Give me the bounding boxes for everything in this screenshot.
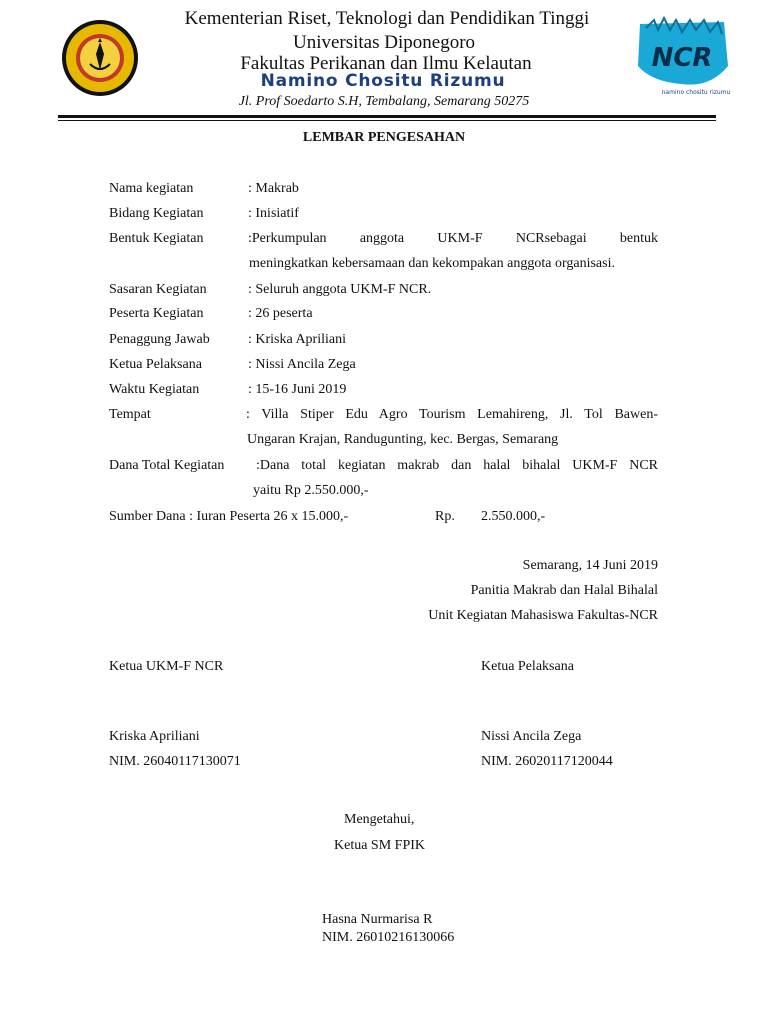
header-organization: Namino Chositu Rizumu bbox=[260, 71, 506, 91]
header-university: Universitas Diponegoro bbox=[292, 32, 476, 53]
field-label: Bentuk Kegiatan bbox=[109, 231, 204, 246]
field-label: Bidang Kegiatan bbox=[109, 206, 204, 221]
field-label: Tempat bbox=[109, 407, 151, 422]
field-label: Sasaran Kegiatan bbox=[109, 282, 207, 297]
signer-left-nim: NIM. 26040117130071 bbox=[109, 754, 241, 769]
funding-amount: 2.550.000,- bbox=[481, 509, 546, 524]
acknowledger-name: Hasna Nurmarisa R bbox=[322, 912, 433, 927]
header-divider-thick bbox=[58, 115, 716, 118]
field-label: Ketua Pelaksana bbox=[109, 357, 202, 372]
field-value: : Makrab bbox=[248, 181, 299, 196]
field-value: : Villa Stiper Edu Agro Tourism Lemahireng, Jl. Tol Bawen- bbox=[246, 407, 658, 422]
header-address: Jl. Prof Soedarto S.H, Tembalang, Semarang 50275 bbox=[238, 94, 530, 109]
svg-text:namino chositu rizumu: namino chositu rizumu bbox=[661, 89, 731, 96]
header-faculty: Fakultas Perikanan dan Ilmu Kelautan bbox=[240, 53, 532, 74]
signer-right-name: Nissi Ancila Zega bbox=[481, 729, 582, 744]
field-value-continued: Ungaran Krajan, Randugunting, kec. Bergas, Semarang bbox=[247, 432, 559, 447]
field-label: Peserta Kegiatan bbox=[109, 306, 204, 321]
document-title: LEMBAR PENGESAHAN bbox=[302, 130, 466, 145]
field-label: Nama kegiatan bbox=[109, 181, 194, 196]
field-value-continued: yaitu Rp 2.550.000,- bbox=[253, 483, 369, 498]
field-value: : Inisiatif bbox=[248, 206, 299, 221]
field-value: :Perkumpulan anggota UKM-F NCRsebagai bentuk bbox=[248, 231, 658, 246]
header-ministry: Kementerian Riset, Teknologi dan Pendidikan Tinggi bbox=[184, 8, 590, 29]
field-value: :Dana total kegiatan makrab dan halal bihalal UKM-F NCR bbox=[256, 458, 658, 473]
unit-name: Unit Kegiatan Mahasiswa Fakultas-NCR bbox=[428, 608, 658, 623]
acknowledger-nim: NIM. 26010216130066 bbox=[322, 930, 455, 945]
field-value: : 15-16 Juni 2019 bbox=[248, 382, 347, 397]
field-label: Dana Total Kegiatan bbox=[109, 458, 225, 473]
signer-left-name: Kriska Apriliani bbox=[109, 729, 200, 744]
field-value: : 26 peserta bbox=[248, 306, 313, 321]
svg-text:NCR: NCR bbox=[651, 43, 713, 73]
field-label: Penaggung Jawab bbox=[109, 332, 210, 347]
field-label: Waktu Kegiatan bbox=[109, 382, 200, 397]
funding-source: Sumber Dana : Iuran Peserta 26 x 15.000,- bbox=[109, 509, 349, 524]
field-value: : Seluruh anggota UKM-F NCR. bbox=[248, 282, 432, 297]
acknowledgement-role: Ketua SM FPIK bbox=[334, 838, 426, 853]
field-value: : Nissi Ancila Zega bbox=[248, 357, 356, 372]
place-date: Semarang, 14 Juni 2019 bbox=[522, 558, 658, 573]
funding-currency: Rp. bbox=[435, 509, 455, 524]
field-value: : Kriska Apriliani bbox=[248, 332, 346, 347]
signer-right-role: Ketua Pelaksana bbox=[481, 659, 574, 674]
signer-left-role: Ketua UKM-F NCR bbox=[109, 659, 224, 674]
field-value-continued: meningkatkan kebersamaan dan kekompakan anggota organisasi. bbox=[249, 256, 615, 271]
header-divider-thin bbox=[58, 120, 716, 121]
signer-right-nim: NIM. 26020117120044 bbox=[481, 754, 613, 769]
committee-name: Panitia Makrab dan Halal Bihalal bbox=[470, 583, 658, 598]
acknowledgement-label: Mengetahui, bbox=[344, 812, 415, 827]
